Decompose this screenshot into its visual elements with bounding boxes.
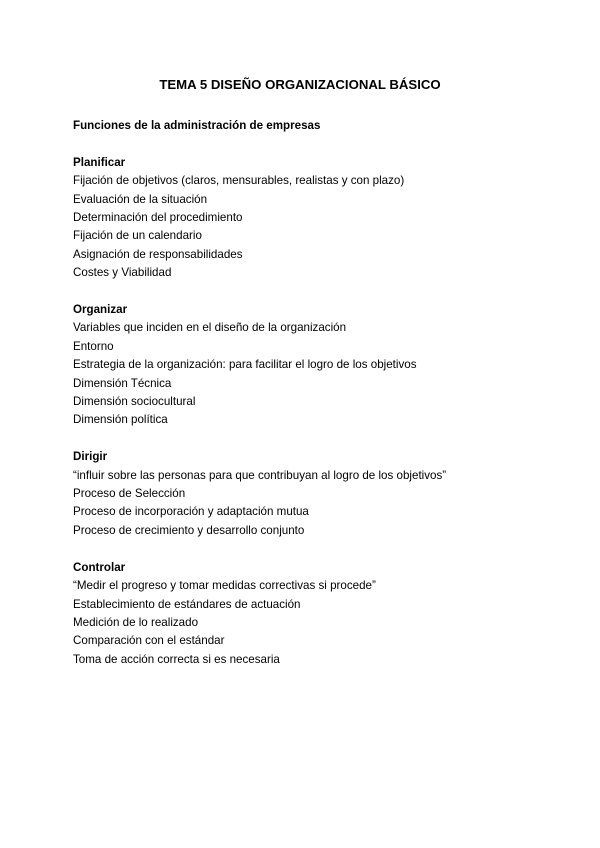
list-item: Dimensión política: [73, 413, 168, 427]
list-item: Dimensión Técnica: [73, 376, 172, 390]
list-item: Dimensión sociocultural: [73, 395, 196, 409]
document-subtitle: Funciones de la administración de empresas: [73, 119, 321, 132]
section-heading: Dirigir: [73, 450, 108, 464]
list-item: Proceso de crecimiento y desarrollo conjunto: [73, 523, 305, 537]
list-item: Variables que inciden en el diseño de la organización: [73, 321, 347, 335]
list-item: Fijación de un calendario: [73, 229, 202, 243]
section-heading: Organizar: [73, 303, 128, 317]
section-heading: Planificar: [73, 155, 126, 169]
section-planificar: [73, 154, 553, 283]
section-organizar: [73, 301, 553, 430]
list-item: “influir sobre las personas para que contribuyan al logro de los objetivos”: [73, 468, 447, 482]
document-body: [73, 117, 553, 688]
document-title: TEMA 5 DISEÑO ORGANIZACIONAL BÁSICO: [159, 77, 441, 92]
section-items-list: [73, 319, 553, 429]
list-item: Determinación del procedimiento: [73, 211, 243, 225]
list-item: Proceso de incorporación y adaptación mutua: [73, 505, 309, 519]
sections-container: [73, 154, 553, 669]
list-item: Toma de acción correcta si es necesaria: [73, 652, 280, 666]
section-items-list: [73, 577, 553, 669]
section-controlar: [73, 559, 553, 669]
section-items-list: [73, 172, 553, 282]
list-item: Establecimiento de estándares de actuación: [73, 597, 301, 611]
list-item: Proceso de Selección: [73, 487, 186, 501]
list-item: Evaluación de la situación: [73, 192, 208, 206]
section-dirigir: [73, 448, 553, 540]
section-heading: Controlar: [73, 560, 126, 574]
list-item: “Medir el progreso y tomar medidas correctivas si procede”: [73, 579, 376, 593]
list-item: Comparación con el estándar: [73, 634, 225, 648]
list-item: Fijación de objetivos (claros, mensurables, realistas y con plazo): [73, 174, 405, 188]
list-item: Medición de lo realizado: [73, 615, 199, 629]
list-item: Entorno: [73, 339, 114, 353]
list-item: Asignación de responsabilidades: [73, 247, 243, 261]
list-item: Estrategia de la organización: para facilitar el logro de los objetivos: [73, 358, 417, 372]
section-items-list: [73, 467, 553, 541]
list-item: Costes y Viabilidad: [73, 266, 172, 280]
